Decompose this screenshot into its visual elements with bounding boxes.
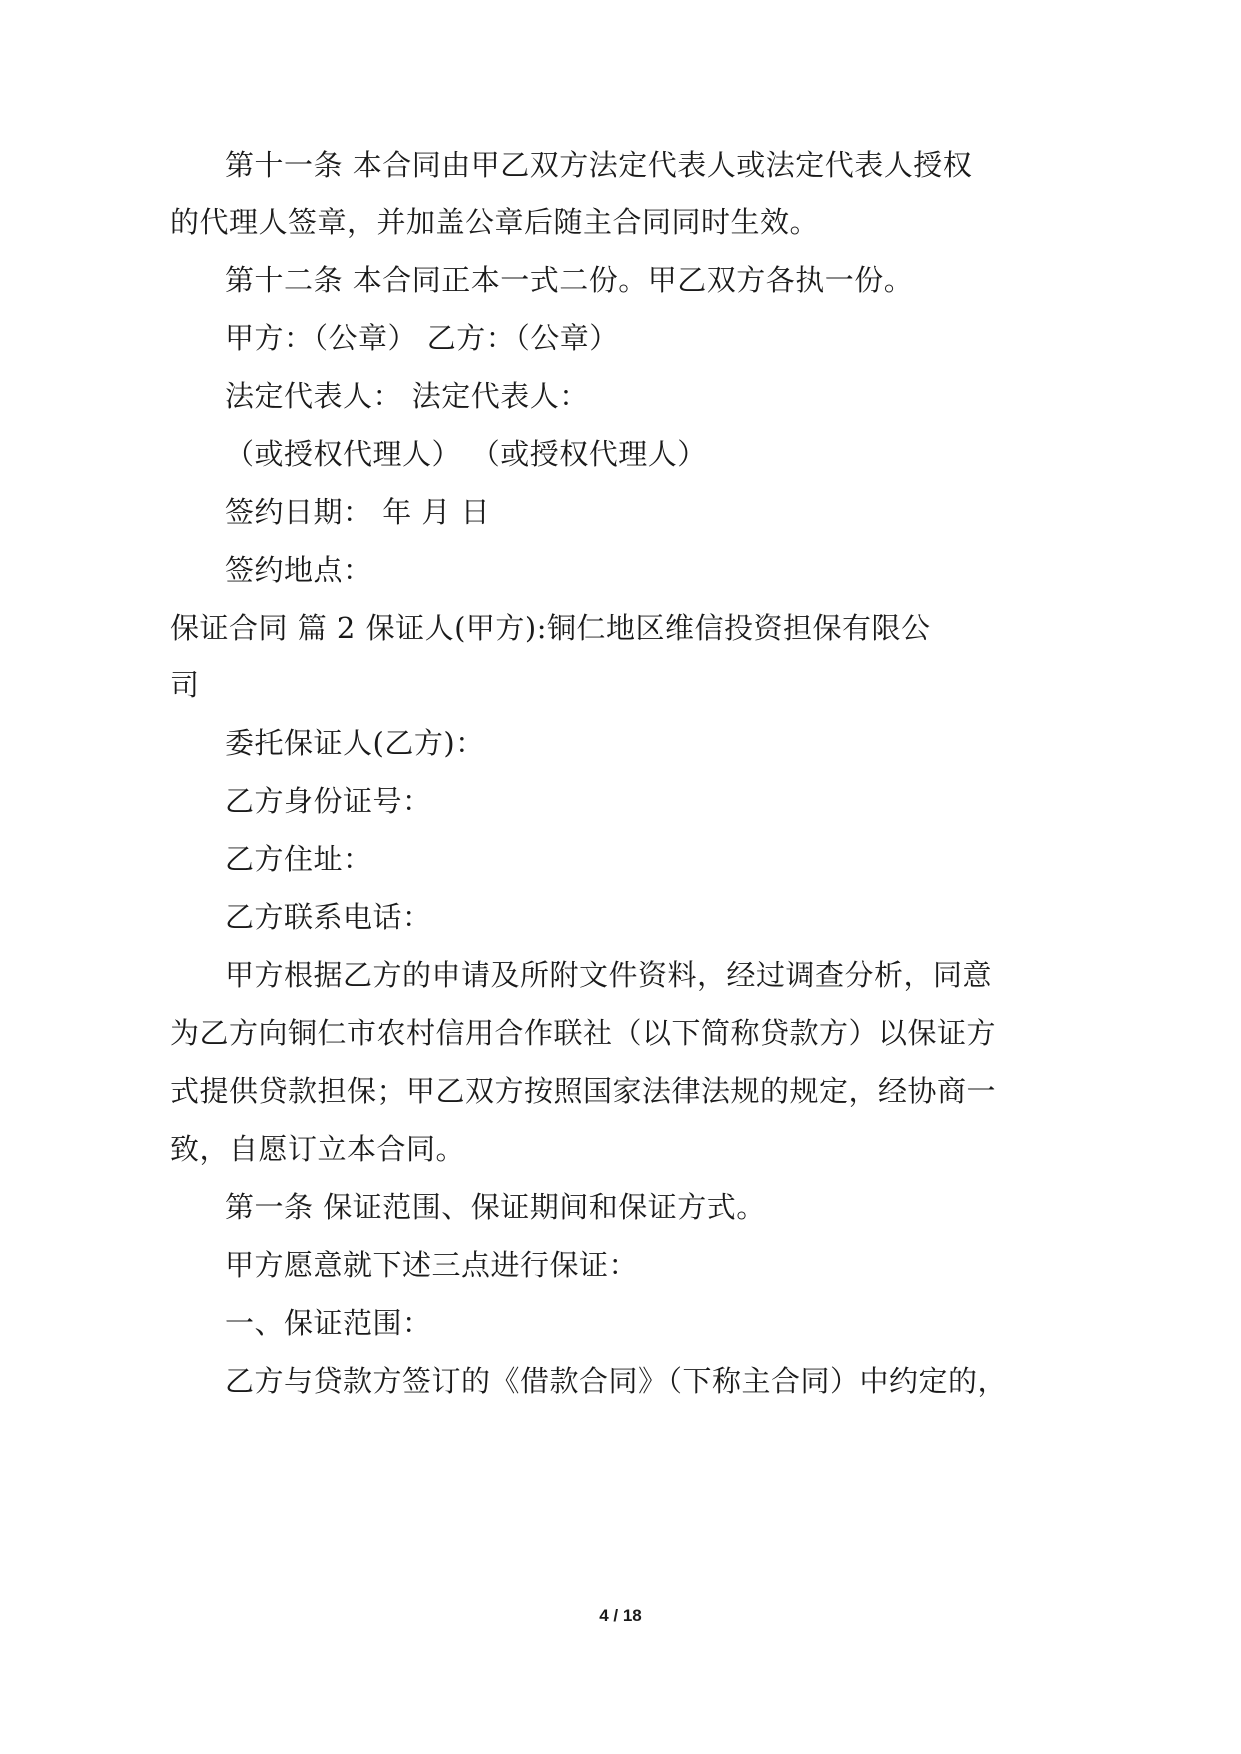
section-heading-line: 保证合同 篇 2 保证人(甲方):铜仁地区维信投资担保有限公 [170, 611, 931, 645]
paragraph-line: 第十一条 本合同由甲乙双方法定代表人或法定代表人授权 [225, 148, 973, 182]
paragraph-line: 乙方联系电话： [225, 900, 432, 934]
paragraph-line: 签约日期： 年 月 日 [225, 495, 491, 529]
paragraph-line: 法定代表人： 法定代表人： [225, 379, 589, 413]
paragraph-line: 乙方与贷款方签订的《借款合同》（下称主合同）中约定的， [225, 1364, 1008, 1398]
paragraph-line: 为乙方向铜仁市农村信用合作联社（以下简称贷款方）以保证方 [170, 1016, 997, 1050]
paragraph-line: 甲方根据乙方的申请及所附文件资料，经过调查分析，同意 [225, 958, 993, 992]
paragraph-line: 致，自愿订立本合同。 [170, 1132, 466, 1166]
paragraph-line: 甲方：（公章） 乙方：（公章） [225, 321, 619, 355]
page-number: 4 / 18 [599, 1606, 642, 1625]
paragraph-line: 式提供贷款担保；甲乙双方按照国家法律法规的规定，经协商一 [170, 1074, 997, 1108]
paragraph-line: 签约地点： [225, 553, 373, 587]
paragraph-line: 委托保证人(乙方)： [225, 726, 485, 760]
paragraph-line: 甲方愿意就下述三点进行保证： [225, 1248, 639, 1282]
paragraph-line: 第一条 保证范围、保证期间和保证方式。 [225, 1190, 766, 1224]
paragraph-line: 乙方身份证号： [225, 784, 432, 818]
paragraph-line: 乙方住址： [225, 842, 373, 876]
paragraph-line: 第十二条 本合同正本一式二份。甲乙双方各执一份。 [225, 263, 914, 297]
paragraph-line: 的代理人签章，并加盖公章后随主合同同时生效。 [170, 205, 820, 239]
paragraph-line: 一、保证范围： [225, 1306, 432, 1340]
paragraph-line: （或授权代理人） （或授权代理人） [225, 437, 707, 471]
paragraph-line: 司 [170, 668, 200, 702]
